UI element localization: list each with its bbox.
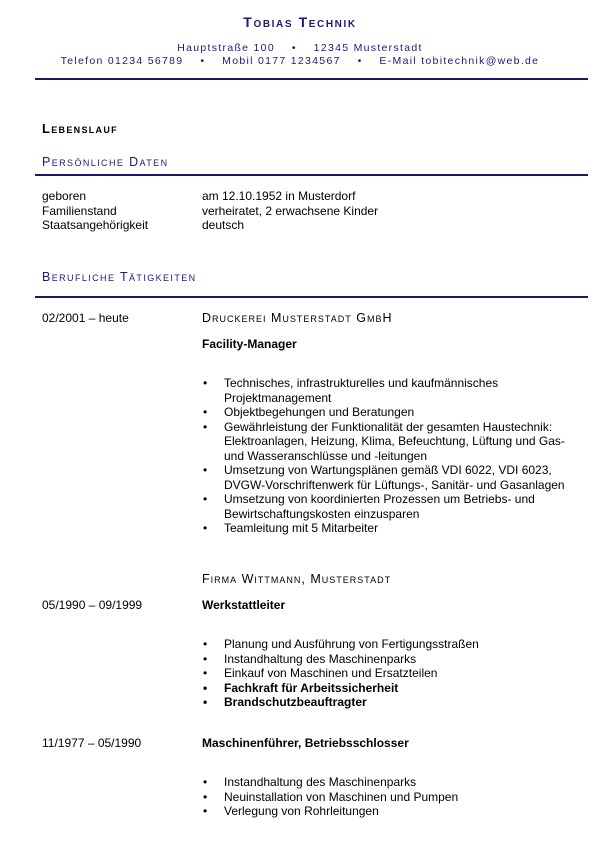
- job-task-list: [202, 376, 577, 536]
- header-divider: [35, 78, 588, 80]
- document-title: Lebenslauf: [42, 121, 118, 136]
- job-role: Facility-Manager: [202, 337, 297, 351]
- section-heading-career: Berufliche Tätigkeiten: [42, 270, 197, 284]
- personal-label: Familienstand: [42, 203, 117, 218]
- task-item: • Instandhaltung des Maschinenparks: [202, 652, 577, 667]
- personal-label: Staatsangehörigkeit: [42, 218, 149, 232]
- personal-value: am 12.10.1952 in Musterdorf: [202, 189, 356, 203]
- task-item: • Teamleitung mit 5 Mitarbeiter: [202, 521, 577, 536]
- personal-row: [42, 204, 378, 219]
- section-divider-personal: [35, 174, 588, 176]
- task-item: • Technisches, infrastrukturelles und kaufmännisches Projektmanagement: [202, 376, 577, 405]
- applicant-name: Tobias Technik: [243, 14, 357, 30]
- job-task-list: [202, 775, 577, 819]
- task-item: • Fachkraft für Arbeitssicherheit: [202, 681, 577, 696]
- section-heading-personal: Persönliche Daten: [42, 155, 169, 169]
- personal-label: geboren: [42, 189, 87, 203]
- job-date: 02/2001 – heute: [42, 311, 129, 325]
- task-item: • Gewährleistung der Funktionalität der gesamten Haustechnik: Elektroanlagen, Heizung, Klima, Befeuchtung, Lüftung und Gas- und Wasseranschlüsse und -leitungen: [202, 420, 577, 464]
- task-item: • Brandschutzbeauftragter: [202, 695, 577, 710]
- job-employer: Druckerei Musterstadt GmbH: [202, 311, 393, 325]
- job-task-list: [202, 637, 577, 710]
- task-item: • Einkauf von Maschinen und Ersatzteilen: [202, 666, 577, 681]
- personal-value: verheiratet, 2 erwachsene Kinder: [202, 203, 379, 218]
- job-date: 11/1977 – 05/1990: [42, 736, 142, 750]
- task-item: • Planung und Ausführung von Fertigungsstraßen: [202, 637, 577, 652]
- job-date: 05/1990 – 09/1999: [42, 598, 143, 612]
- task-item: • Verlegung von Rohrleitungen: [202, 804, 577, 819]
- job-employer: Firma Wittmann, Musterstadt: [202, 572, 392, 586]
- job-role: Werkstattleiter: [202, 598, 286, 612]
- personal-row: [42, 218, 378, 233]
- personal-row: [42, 189, 378, 204]
- personal-data-table: [42, 189, 378, 233]
- task-item: • Umsetzung von koordinierten Prozessen um Betriebs- und Bewirtschaftungskosten einzusparen: [202, 492, 577, 521]
- address-line: Hauptstraße 100 • 12345 Musterstadt: [177, 42, 423, 54]
- task-item: • Instandhaltung des Maschinenparks: [202, 775, 577, 790]
- task-item: • Umsetzung von Wartungsplänen gemäß VDI 6022, VDI 6023, DVGW-Vorschriftenwerk für Lüftungs-, Sanitär- und Gasanlagen: [202, 463, 577, 492]
- personal-value: deutsch: [202, 218, 245, 232]
- task-item: • Objektbegehungen und Beratungen: [202, 405, 577, 420]
- task-item: • Neuinstallation von Maschinen und Pumpen: [202, 790, 577, 805]
- contact-line: Telefon 01234 56789 • Mobil 0177 1234567 • E-Mail tobitechnik@web.de: [60, 55, 540, 67]
- job-role: Maschinenführer, Betriebsschlosser: [202, 736, 409, 750]
- section-divider-career: [35, 296, 588, 298]
